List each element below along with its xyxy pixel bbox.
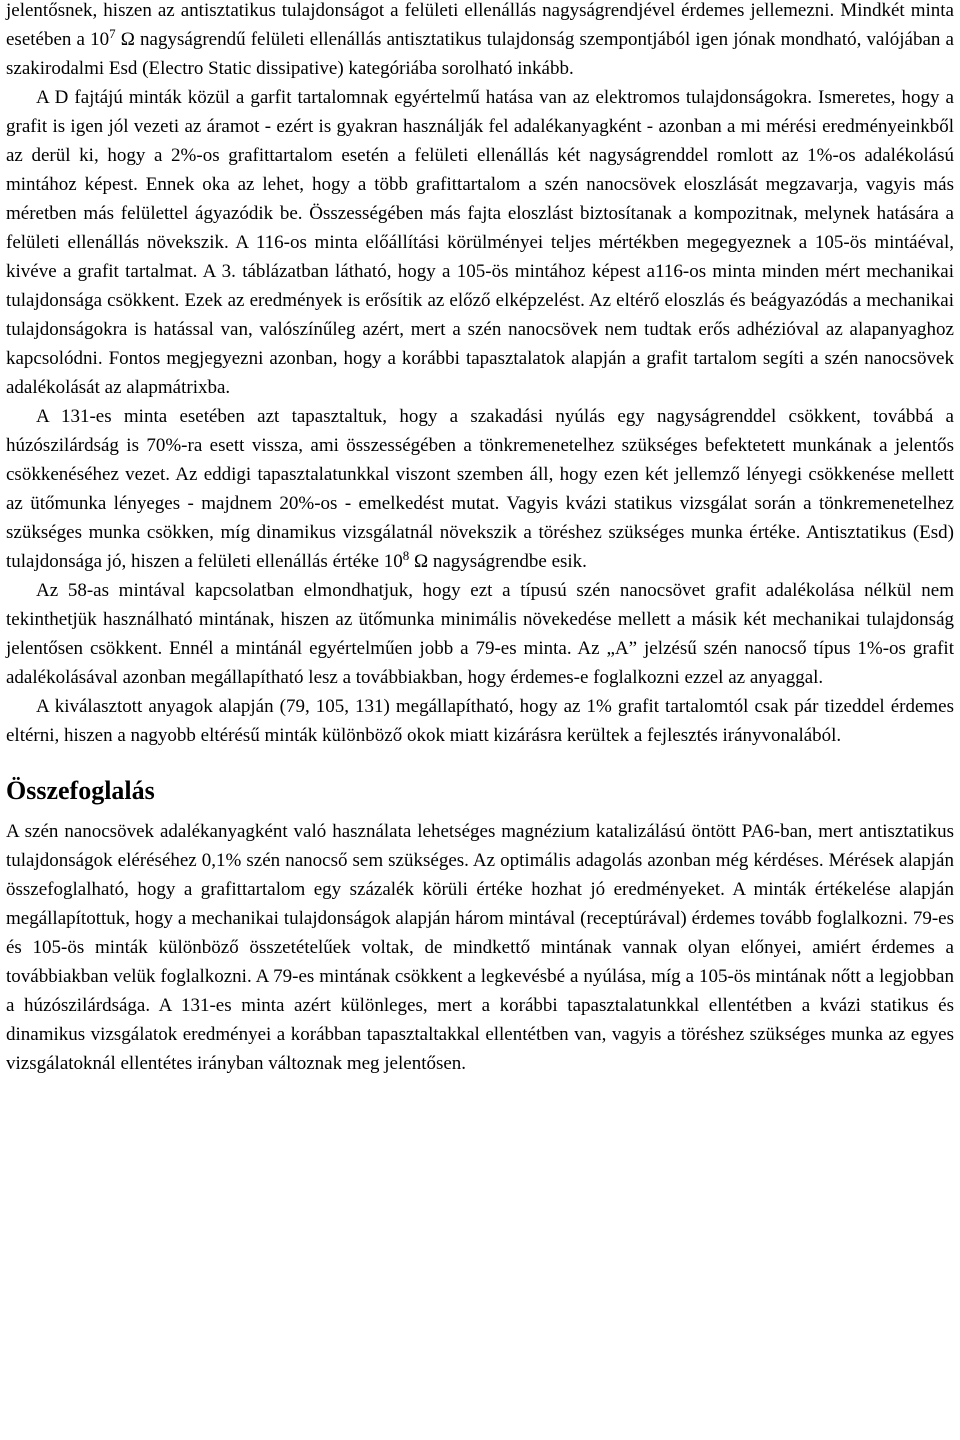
exponent: 7 [109,26,116,41]
paragraph-selected-materials [6,692,954,750]
paragraph-sample-131 [6,402,954,576]
text-run: Ω nagyságrendű felületi ellenállás antisztatikus tulajdonság szempontjából igen jónak mondható, valójában a szakirodalmi Esd (Electro Static dissipative) kategóriába sorolható inkább. [6,29,954,79]
text-run: jelentősnek, hiszen az antisztatikus tulajdonságot a felületi ellenállás nagyságrendjével érdemes jellemezni. Mindkét minta esetében a 10 [6,0,954,50]
text-run: A 131-es minta esetében azt tapasztaltuk, hogy a szakadási nyúlás egy nagyságrenddel csökkent, továbbá a húzószilárdság is 70%-ra esett vissza, ami összességében a tönkremenetelhez szükséges befektetett munkának a jelentős csökkenéséhez vezet. Az eddigi tapasztalatunkkal viszont szemben áll, hogy ezen két jellemző lényegi csökkenése mellett az ütőmunka lényeges - majdnem 20%-os - emelkedést mutat. Vagyis kvázi statikus vizsgálat során a tönkremenetelhez szükséges munka csökken, míg dinamikus vizsgálatnál növekszik a töréshez szükséges munka értéke. Antisztatikus (Esd) tulajdonsága jó, hiszen a felületi ellenállás értéke 10 [6,406,954,572]
document-page [6,0,954,1078]
paragraph-graphite-effect [6,83,954,402]
section-heading-summary: Összefoglalás [6,776,155,805]
text-run: A D fajtájú minták közül a garfit tartalomnak egyértelmű hatása van az elektromos tulajdonságokra. Ismeretes, hogy a grafit is igen jól vezeti az áramot - ezért is gyakran használják fel adalékanyagként - azonban a mi mérési eredményeinkből az derül ki, hogy a 2%-os grafittartalom esetén a felületi ellenállás két nagyságrenddel romlott az 1%-os adalékolású mintához képest. Ennek oka az lehet, hogy a több grafittartalom a szén nanocsövek eloszlását megzavarja, vagyis más méretben más felülettel ágyazódik be. Összességében más fajta eloszlást biztosítanak a kompozitnak, melynek hatására a felületi ellenállás növekszik. A 116-os minta előállítási körülményei teljes mértékben megegyeznek a 105-ös mintáéval, kivéve a grafit tartalmat. A 3. táblázatban látható, hogy a 105-ös mintához képest a116-os minta minden mért mechanikai tulajdonsága csökkent. Ezek az eredmények is erősítik az előző elképzelést. Az eltérő eloszlás és beágyazódás a mechanikai tulajdonságokra is hatással van, valószínűleg azért, mert a szén nanocsövek nem tudtak erős adhézióval az alapanyaghoz kapcsolódni. Fontos megjegyezni azonban, hogy a korábbi tapasztalatok alapján a grafit tartalom segíti a szén nanocsövek adalékolását az alapmátrixba. [6,87,954,398]
text-run: Az 58-as mintával kapcsolatban elmondhatjuk, hogy ezt a típusú szén nanocsövet grafit adalékolása nélkül nem tekinthetjük használható mintának, hiszen az ütőmunka minimális növekedése mellett a másik két mechanikai tulajdonság jelentősen csökkent. Ennél a mintánál egyértelműen jobb a 79-es minta. Az „A” jelzésű szén nanocső típus 1%-os grafit adalékolásával azonban megállapítható lesz a továbbiakban, hogy érdemes-e foglalkozni ezzel az anyaggal. [6,580,954,688]
text-run: Ω nagyságrendbe esik. [409,551,587,572]
paragraph-summary: A szén nanocsövek adalékanyagként való használata lehetséges magnézium katalizálású öntött PA6-ban, mert antisztatikus tulajdonságok eléréséhez 0,1% szén nanocső sem szükséges. Az optimális adagolás azonban még kérdéses. Mérések alapján összefoglalható, hogy a grafittartalom egy százalék körüli értéke hozhat jó eredményeket. A minták értékelése alapján megállapítottuk, hogy a mechanikai tulajdonságok alapján három mintával (receptúrával) érdemes tovább foglalkozni. 79-es és 105-ös minták különböző összetételűek voltak, de mindkettő mintának vannak olyan előnyei, amiért érdemes a továbbiakban velük foglalkozni. A 79-es mintának csökkent a legkevésbé a nyúlása, míg a 105-ös mintának nőtt a legjobban a húzószilárdsága. A 131-es minta azért különleges, mert a korábbi tapasztalatunkkal ellentétben a kvázi statikus és dinamikus vizsgálatok eredményei a korábban tapasztaltakkal ellentétben van, vagyis a töréshez szükséges munka az egyes vizsgálatoknál ellentétes irányban változnak meg jelentősen. [6,821,954,1074]
paragraph-sample-58 [6,576,954,692]
exponent: 8 [402,548,410,563]
paragraph-antistatic-intro [6,0,954,83]
text-run: A kiválasztott anyagok alapján (79, 105, 131) megállapítható, hogy az 1% grafit tartalomtól csak pár tizeddel érdemes eltérni, hiszen a nagyobb eltérésű minták különböző okok miatt kizárásra kerültek a fejlesztés irányvonalából. [6,696,954,746]
